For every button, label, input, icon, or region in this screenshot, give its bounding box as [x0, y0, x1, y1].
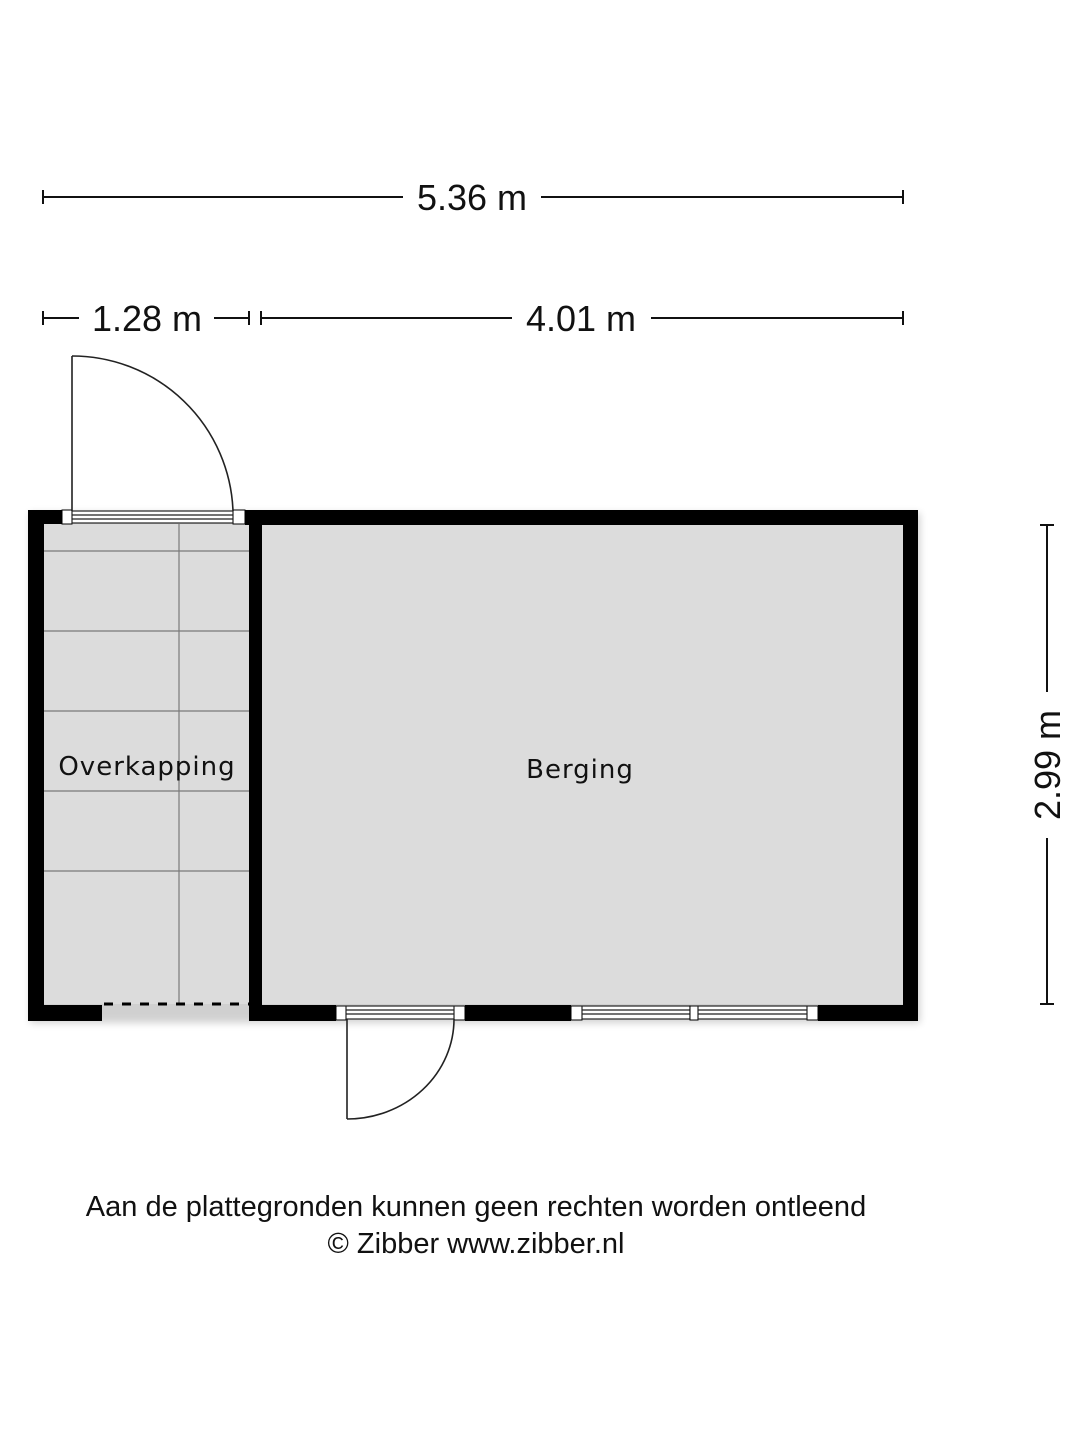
berging-window [571, 1006, 818, 1020]
dimension-total-width [43, 177, 903, 218]
dimension-label-berging: 4.01 m [525, 298, 637, 339]
copyright-text: © Zibber www.zibber.nl [327, 1228, 625, 1260]
dimension-label-total: 5.36 m [416, 177, 528, 218]
room-label-overkapping: Overkapping [58, 752, 236, 782]
overkapping-door[interactable] [62, 356, 245, 524]
dimension-label-height: 2.99 m [1027, 709, 1068, 821]
disclaimer-text: Aan de plattegronden kunnen geen rechten worden ontleend [85, 1191, 867, 1223]
room-label-berging: Berging [526, 755, 634, 785]
dimension-height [1027, 525, 1068, 1004]
dimension-label-overkapping: 1.28 m [91, 298, 203, 339]
dimension-berging-width [261, 298, 903, 339]
dimension-overkapping-width [43, 298, 249, 339]
